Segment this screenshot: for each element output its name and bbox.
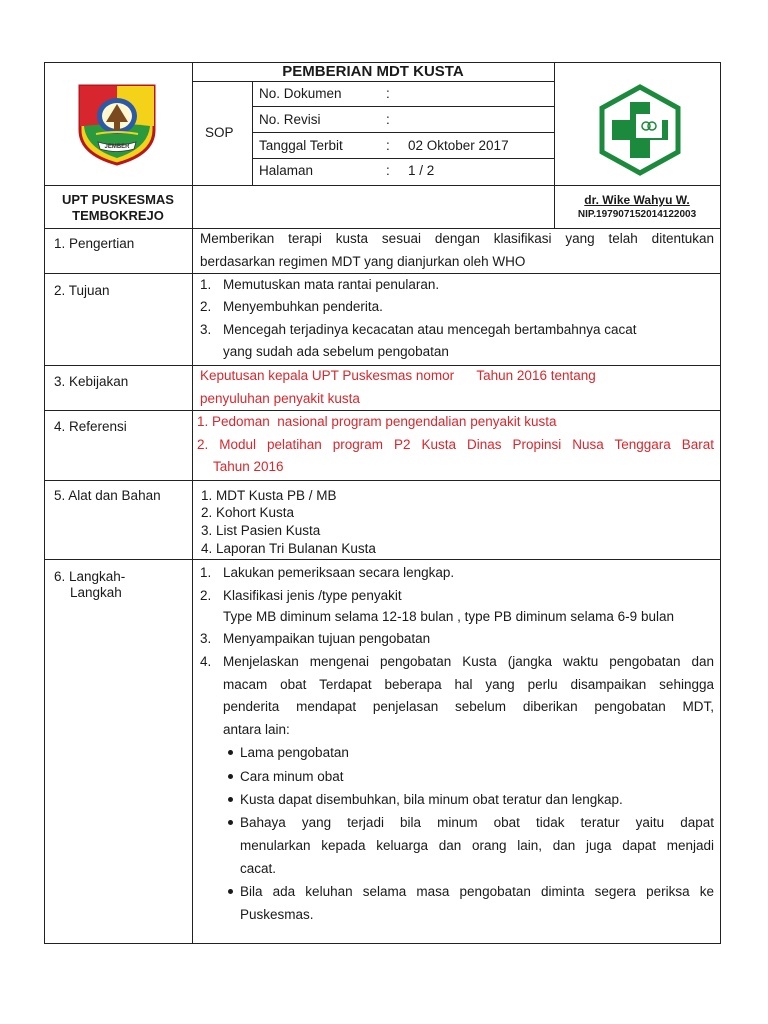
meta-value: 1 / 2 [408,163,435,178]
referensi-line-1: 1. Pedoman nasional program pengendalian penyakit kusta [197,414,557,429]
bullet-item: Lama pengobatan [240,745,349,760]
section-label: 4. Referensi [54,419,127,434]
meta-label: Tanggal Terbit [259,138,343,153]
list-number: 1. [200,565,212,580]
list-number: 3. [200,322,212,337]
list-number: 4. [200,654,212,669]
signer-nip: NIP.197907152014122003 [577,209,697,220]
tujuan-item: Menyembuhkan penderita. [223,299,383,314]
langkah-step-cont: penderita mendapat penjelasan sebelum diberikan pengobatan MDT, [223,699,714,714]
tujuan-item: Memutuskan mata rantai penularan. [223,277,440,292]
list-number: 1. [200,277,212,292]
referensi-line-3: Tahun 2016 [213,459,284,474]
alat-item: 2. Kohort Kusta [201,505,295,520]
meta-value: 02 Oktober 2017 [408,138,509,153]
org-name-line2: TEMBOKREJO [72,208,164,223]
bullet-item-cont: Puskesmas. [240,907,314,922]
bullet-item-cont: menularkan kepada keluarga dan orang lain, dan juga dapat menjadi [240,838,714,853]
alat-item: 4. Laporan Tri Bulanan Kusta [201,541,376,556]
crest-ribbon-text: JEMBER [104,144,130,150]
langkah-step: Menjelaskan mengenai pengobatan Kusta (jangka waktu pengobatan dan [223,654,714,669]
bullet-item-cont: cacat. [240,861,277,876]
list-number: 2. [200,588,212,603]
bullet-dot [228,797,233,802]
pengertian-line-1: Memberikan terapi kusta sesuai dengan klasifikasi yang telah ditentukan [200,231,714,246]
meta-sep: : [386,138,390,153]
document-title: PEMBERIAN MDT KUSTA [282,63,464,80]
puskesmas-logo [594,84,686,176]
jember-crest-logo [76,82,158,166]
list-number: 3. [200,631,212,646]
langkah-step: Menyampaikan tujuan pengobatan [223,631,431,646]
bullet-dot [228,750,233,755]
meta-sep: : [386,112,390,127]
section-label: 3. Kebijakan [54,374,129,389]
alat-item: 3. List Pasien Kusta [201,523,321,538]
meta-label: No. Revisi [259,112,321,127]
langkah-step-cont: macam obat Terdapat beberapa hal yang perlu disampaikan sehingga [223,677,714,692]
alat-item: 1. MDT Kusta PB / MB [201,488,337,503]
tujuan-item: Mencegah terjadinya kecacatan atau mencegah bertambahnya cacat [223,322,637,337]
meta-sep: : [386,163,390,178]
bullet-item: Bila ada keluhan selama masa pengobatan diminta segera periksa ke [240,884,714,899]
meta-label: No. Dokumen [259,86,342,101]
kebijakan-line-1: Keputusan kepala UPT Puskesmas nomor Tahun 2016 tentang [200,368,596,383]
meta-sep: : [386,86,390,101]
kebijakan-line-2: penyuluhan penyakit kusta [200,391,360,406]
bullet-item: Bahaya yang terjadi bila minum obat tidak teratur yaitu dapat [240,815,714,830]
meta-label: Halaman [259,163,314,178]
tujuan-item-cont: yang sudah ada sebelum pengobatan [223,344,449,359]
referensi-line-2: 2. Modul pelatihan program P2 Kusta Dinas Propinsi Nusa Tenggara Barat [197,437,714,452]
bullet-dot [228,889,233,894]
langkah-step-cont: antara lain: [223,722,290,737]
bullet-dot [228,774,233,779]
langkah-step: Lakukan pemeriksaan secara lengkap. [223,565,455,580]
section-label: 2. Tujuan [54,283,110,298]
langkah-step-cont: Type MB diminum selama 12-18 bulan , type PB diminum selama 6-9 bulan [223,609,674,624]
org-name-line1: UPT PUSKESMAS [62,192,174,207]
sop-label: SOP [205,125,234,140]
bullet-item: Kusta dapat disembuhkan, bila minum obat teratur dan lengkap. [240,792,623,807]
langkah-step: Klasifikasi jenis /type penyakit [223,588,402,603]
section-label: 5. Alat dan Bahan [54,488,161,503]
bullet-item: Cara minum obat [240,769,344,784]
bullet-dot [228,820,233,825]
section-label: 1. Pengertian [54,236,135,251]
list-number: 2. [200,299,212,314]
section-label: 6. Langkah- [54,569,126,584]
pengertian-line-2: berdasarkan regimen MDT yang dianjurkan oleh WHO [200,254,526,269]
section-label-cont: Langkah [70,585,122,600]
signer-name: dr. Wike Wahyu W. [584,193,690,207]
